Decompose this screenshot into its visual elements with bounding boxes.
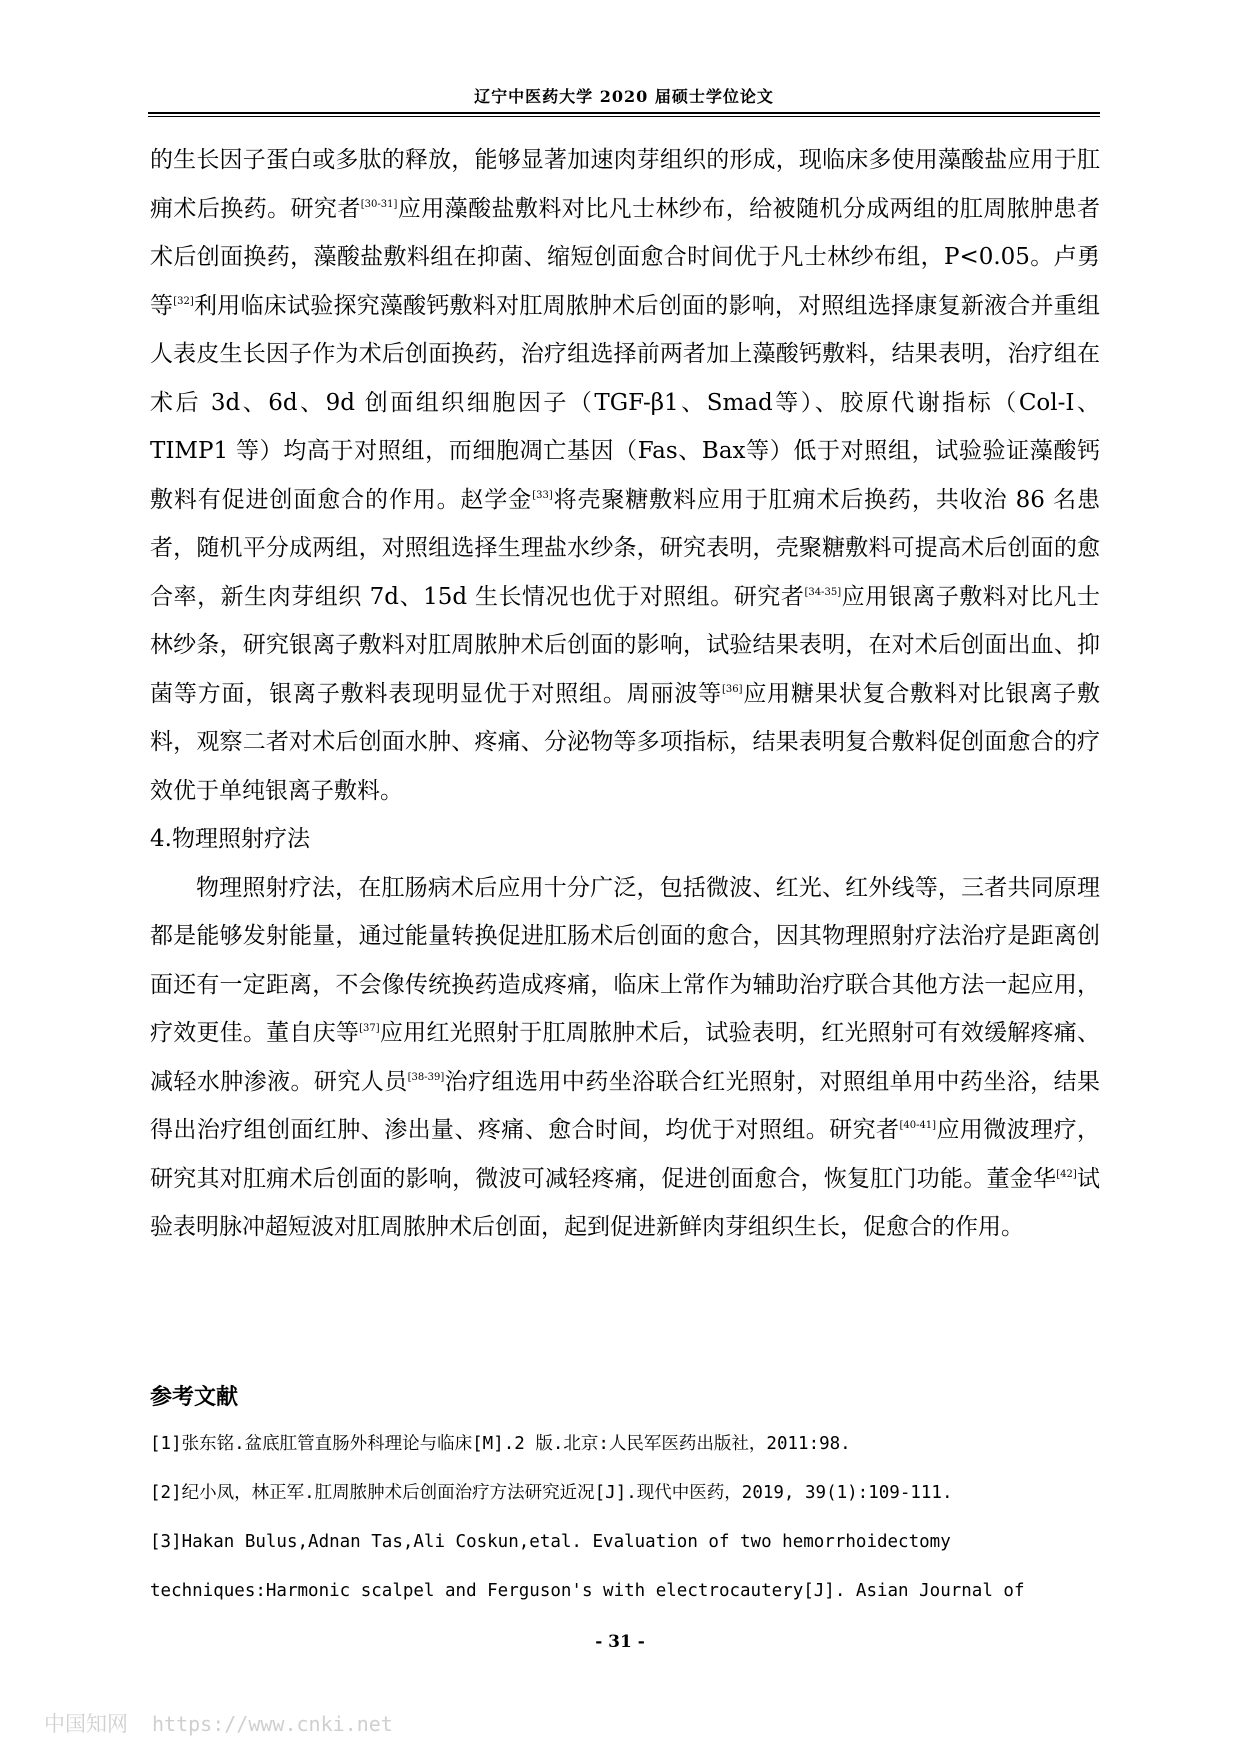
- text-span: 应用藻酸盐敷料对比凡士林纱布，给被随机分成两组的肛周脓肿患者术后创面换药，藻酸盐敷料组在抑菌、缩短创面愈合时间优于凡士林纱布组，P<0.05。卢勇等: [150, 195, 1101, 319]
- text-span: 的生长因子蛋白或多肽的释放，能够显著加速肉芽组织的形成，现临床多使用藻酸盐应用于肛痈术后换药。研究者: [150, 147, 1100, 222]
- text-span: 应用糖果状复合敷料对比银离子敷料，观察二者对术后创面水肿、疼痛、分泌物等多项指标，结果表明复合敷料促创面愈合的疗效优于单纯银离子敷料。: [150, 680, 1101, 804]
- references-heading: 参考文献: [150, 1385, 239, 1410]
- citation[interactable]: [42]: [1056, 1168, 1077, 1180]
- page-number: - 31 -: [595, 1632, 645, 1652]
- reference-item: [2]纪小凤，林正军.肛周脓肿术后创面治疗方法研究近况[J].现代中医药，2019, 39(1):109-111.: [150, 1483, 953, 1503]
- text-span: 物理照射疗法，在肛肠病术后应用十分广泛，包括微波、红光、红外线等，三者共同原理都是能够发射能量，通过能量转换促进肛肠术后创面的愈合，因其物理照射疗法治疗是距离创面还有一定距离，不会像传统换药造成疼痛，临床上常作为辅助治疗联合其他方法一起应用，疗效更佳。董自庆等: [150, 874, 1100, 1046]
- citation[interactable]: [32]: [173, 295, 194, 307]
- header-rule: [148, 112, 1100, 114]
- text-span: 利用临床试验探究藻酸钙敷料对肛周脓肿术后创面的影响，对照组选择康复新液合并重组人表皮生长因子作为术后创面换药，治疗组选择前两者加上藻酸钙敷料，结果表明，治疗组在术后 3d、6d、9d 创面组织细胞因子（TGF-β1、Smad等）、胶原代谢指标（Col-I、TIMP1 等）均高于对照组，而细胞凋亡基因（Fas、Bax等）低于对照组，试验验证藻酸钙敷料有促进创面愈合的作用。赵学金: [150, 292, 1101, 513]
- reference-item: techniques:Harmonic scalpel and Ferguson's with electrocautery[J]. Asian Journal of: [150, 1581, 1025, 1601]
- header-rule-thin: [148, 116, 1100, 117]
- citation[interactable]: [33]: [532, 489, 553, 501]
- citation[interactable]: [40-41]: [899, 1120, 937, 1131]
- watermark: [44, 1708, 393, 1738]
- citation[interactable]: [37]: [359, 1023, 380, 1034]
- reference-list: [150, 1420, 1100, 1616]
- text-span: 应用红光照射于肛周脓肿术后，试验表明，红光照射可有效缓解疼痛、减轻水肿渗液。研究人员: [150, 1020, 1101, 1095]
- paragraph-dressings: [150, 136, 1100, 815]
- reference-item: [3]Hakan Bulus,Adnan Tas,Ali Coskun,etal. Evaluation of two hemorrhoidectomy: [150, 1532, 951, 1552]
- citation[interactable]: [38-39]: [407, 1071, 445, 1083]
- text-span: 应用微波理疗，研究其对肛痈术后创面的影响，微波可减轻疼痛，促进创面愈合，恢复肛门功能。董金华: [150, 1117, 1101, 1192]
- text-span: 试验表明脉冲超短波对肛周脓肿术后创面，起到促进新鲜肉芽组织生长，促愈合的作用。: [150, 1165, 1101, 1240]
- running-header: 辽宁中医药大学 2020 届硕士学位论文: [474, 87, 774, 106]
- section-heading: 4.物理照射疗法: [150, 826, 310, 852]
- body-text: [150, 136, 1100, 1252]
- citation[interactable]: [36]: [721, 683, 743, 695]
- reference-item: [1]张东铭.盆底肛管直肠外科理论与临床[M].2 版.北京:人民军医药出版社，2011:98.: [150, 1434, 851, 1454]
- paragraph-physical-therapy: [150, 864, 1100, 1252]
- watermark-url[interactable]: https://www.cnki.net: [152, 1712, 393, 1736]
- text-span: 治疗组选用中药坐浴联合红光照射，对照组单用中药坐浴，结果得出治疗组创面红肿、渗出量、疼痛、愈合时间，均优于对照组。研究者: [150, 1068, 1101, 1143]
- citation[interactable]: [34-35]: [804, 586, 842, 598]
- watermark-logo: 中国知网: [44, 1712, 128, 1736]
- citation[interactable]: [30-31]: [360, 198, 398, 210]
- text-span: 将壳聚糖敷料应用于肛痈术后换药，共收治 86 名患者，随机平分成两组，对照组选择生理盐水纱条，研究表明，壳聚糖敷料可提高术后创面的愈合率，新生肉芽组织 7d、15d 生长情况也优于对照组。研究者: [150, 486, 1100, 610]
- text-span: 应用银离子敷料对比凡士林纱条，研究银离子敷料对肛周脓肿术后创面的影响，试验结果表明，在对术后创面出血、抑菌等方面，银离子敷料表现明显优于对照组。周丽波等: [150, 583, 1101, 707]
